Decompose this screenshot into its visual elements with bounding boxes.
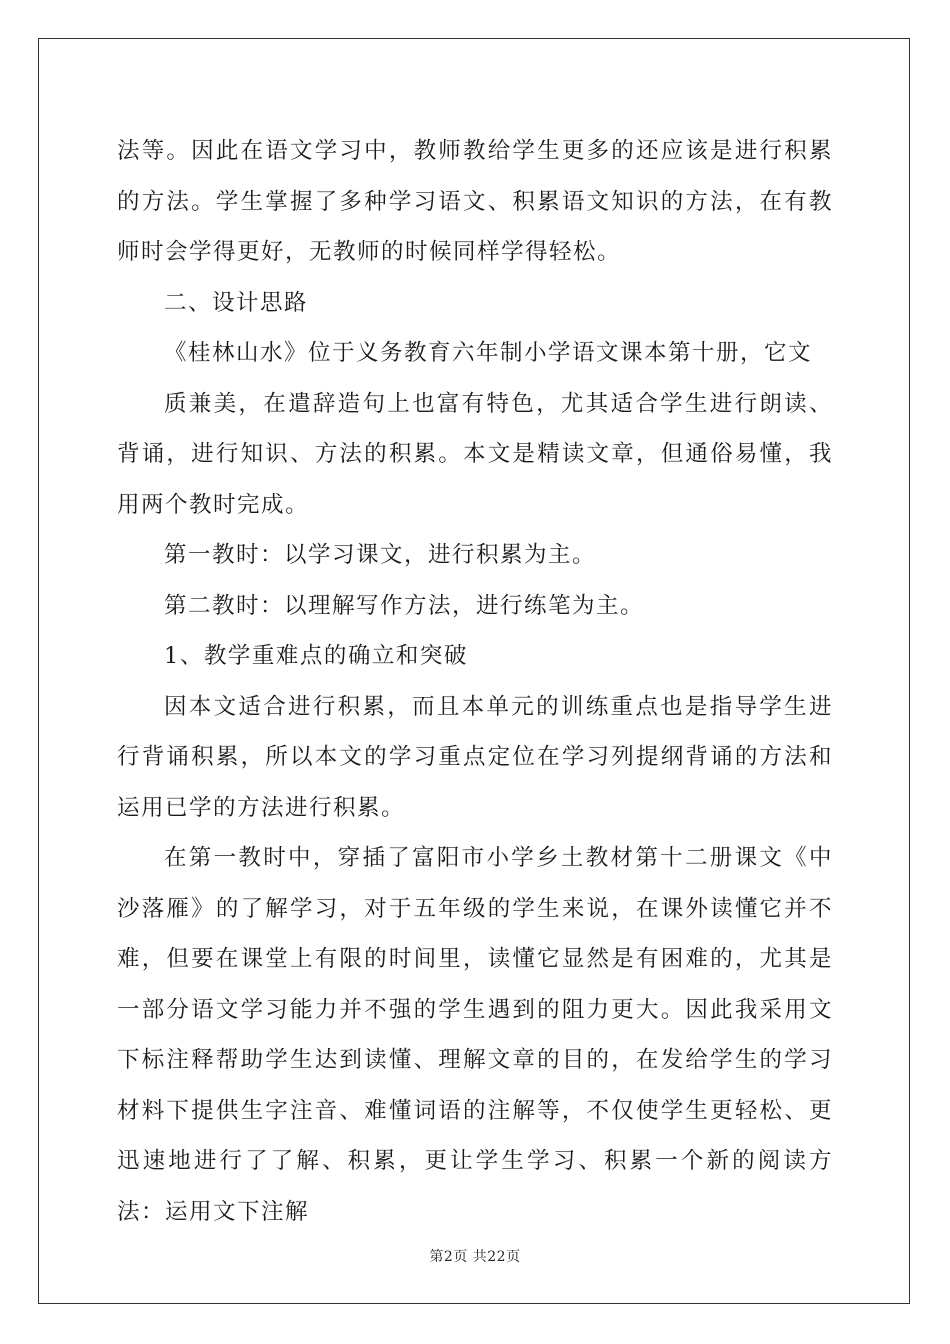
page-footer: 第2页 共22页 [429, 1249, 521, 1265]
paragraph-lesson-1: 第一教时：以学习课文，进行积累为主。 [164, 542, 597, 568]
section-heading-design: 二、设计思路 [164, 289, 309, 316]
paragraph-2: 《桂林山水》位于义务教育六年制小学语文课本第十册，它文 [164, 340, 813, 366]
document-body [117, 126, 833, 1237]
paragraph-3: 质兼美，在遣辞造句上也富有特色，尤其适合学生进行朗读、背诵，进行知识、方法的积累。本文是精读文章，但通俗易懂，我用两个教时完成。 [117, 390, 833, 518]
paragraph-5: 在第一教时中，穿插了富阳市小学乡土教材第十二册课文《中沙落雁》的了解学习，对于五年级的学生来说，在课外读懂它并不难，但要在课堂上有限的时间里，读懂它显然是有困难的，尤其是一部分语文学习能力并不强的学生遇到的阻力更大。因此我采用文下标注释帮助学生达到读懂、理解文章的目的，在发给学生的学习材料下提供生字注音、难懂词语的注解等，不仅使学生更轻松、更迅速地进行了了解、积累，更让学生学习、积累一个新的阅读方法：运用文下注解 [117, 845, 833, 1225]
paragraph-4: 因本文适合进行积累，而且本单元的训练重点也是指导学生进行背诵积累，所以本文的学习重点定位在学习列提纲背诵的方法和运用已学的方法进行积累。 [117, 693, 833, 821]
paragraph-lesson-2: 第二教时：以理解写作方法，进行练笔为主。 [164, 592, 645, 619]
paragraph-1: 法等。因此在语文学习中，教师教给学生更多的还应该是进行积累的方法。学生掌握了多种学习语文、积累语文知识的方法，在有教师时会学得更好，无教师的时候同样学得轻松。 [117, 138, 833, 265]
subheading-key-points: 1、教学重难点的确立和突破 [164, 643, 468, 669]
